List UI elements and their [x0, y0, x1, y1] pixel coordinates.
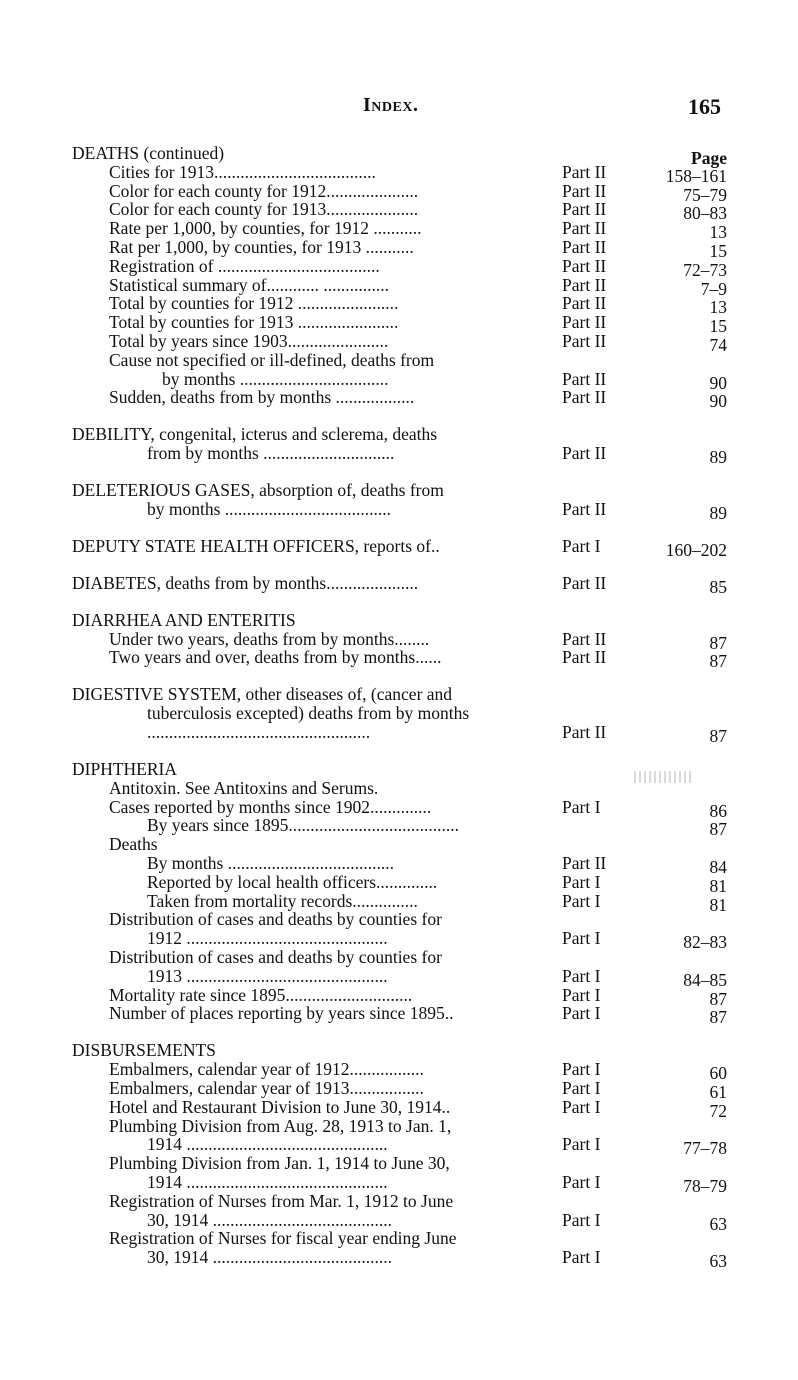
entry-page: 80–83 — [683, 203, 727, 224]
index-entry — [72, 351, 732, 370]
index-entry — [72, 1171, 732, 1196]
entry-text: Reported by local health officers.............. — [147, 871, 438, 892]
entry-page: 87 — [709, 988, 727, 1009]
entry-part: Part I — [562, 1077, 601, 1098]
index-entry — [72, 984, 732, 1009]
entry-page: 84 — [709, 857, 727, 878]
entry-part: Part II — [562, 368, 607, 389]
entry-text: Embalmers, calendar year of 1913................. — [109, 1077, 424, 1098]
entry-page: 72 — [709, 1100, 727, 1121]
entry-page: 86 — [709, 800, 727, 821]
entry-page: 74 — [709, 334, 727, 355]
index-entry — [72, 330, 732, 355]
entry-text: Antitoxin. See Antitoxins and Serums. — [109, 777, 379, 798]
index-entry — [72, 1134, 732, 1159]
entry-part: Part I — [562, 1059, 601, 1080]
entry-text: Two years and over, deaths from by months...... — [109, 647, 442, 668]
index-entry — [72, 628, 732, 653]
index-entry — [72, 144, 732, 163]
entry-part: Part II — [562, 255, 607, 276]
index-entry — [72, 1096, 732, 1121]
print-smudge — [634, 771, 694, 783]
entry-part: Part I — [562, 965, 601, 986]
entry-text: Color for each county for 1913..................... — [109, 199, 419, 220]
index-entry — [72, 180, 732, 205]
index-entry — [72, 1247, 732, 1272]
entry-part: Part I — [562, 1171, 601, 1192]
index-entry — [72, 535, 732, 560]
entry-text: DEPUTY STATE HEALTH OFFICERS, reports of.. — [72, 535, 440, 556]
entry-text: Total by counties for 1912 ....................... — [109, 293, 399, 314]
entry-text: ................................................... — [147, 722, 371, 743]
entry-text: Taken from mortality records............... — [147, 890, 418, 911]
entry-part: Part II — [562, 387, 607, 408]
index-entry — [72, 199, 732, 224]
page-column-header: Page — [691, 148, 727, 168]
entry-page: 63 — [709, 1213, 727, 1234]
entry-page: 13 — [709, 222, 727, 243]
entry-text: Number of places reporting by years since 1895.. — [109, 1003, 454, 1024]
entry-part: Part II — [562, 180, 607, 201]
entry-text: Cause not specified or ill-defined, deaths from — [109, 349, 435, 370]
entry-page: 89 — [709, 447, 727, 468]
entry-text: DIGESTIVE SYSTEM, other diseases of, (cancer and — [72, 684, 453, 705]
entry-text: Total by counties for 1913 ....................... — [109, 312, 399, 333]
index-entry — [72, 948, 732, 967]
entry-text: Embalmers, calendar year of 1912................. — [109, 1059, 424, 1080]
index-entry — [72, 611, 732, 630]
entry-part: Part I — [562, 1247, 601, 1268]
index-entry — [72, 647, 732, 672]
index-entry — [72, 1154, 732, 1173]
entry-text: 1912 .............................................. — [147, 928, 388, 949]
entry-text: Mortality rate since 1895............................. — [109, 984, 413, 1005]
entry-page: 77–78 — [683, 1138, 727, 1159]
index-entry — [72, 255, 732, 280]
entry-text: By months ...................................... — [147, 853, 394, 874]
index-entry — [72, 871, 732, 896]
entry-page: 61 — [709, 1081, 727, 1102]
entry-text: Plumbing Division from Jan. 1, 1914 to June 30, — [109, 1153, 450, 1174]
index-entry — [72, 1003, 732, 1028]
entry-text: Registration of ..................................... — [109, 255, 380, 276]
index-entry — [72, 368, 732, 393]
entry-part: Part II — [562, 853, 607, 874]
entry-part: Part II — [562, 199, 607, 220]
index-entry — [72, 1059, 732, 1084]
entry-text: DELETERIOUS GASES, absorption of, deaths from — [72, 480, 444, 501]
entry-part: Part II — [562, 274, 607, 295]
index-entry — [72, 1117, 732, 1136]
index-entry — [72, 1041, 732, 1060]
index-entry — [72, 1229, 732, 1248]
entry-text: Cities for 1913..................................... — [109, 161, 376, 182]
entry-part: Part II — [562, 572, 607, 593]
entry-page: 13 — [709, 297, 727, 318]
entry-part: Part I — [562, 984, 601, 1005]
entry-page: 85 — [709, 576, 727, 597]
entry-text: DIABETES, deaths from by months..................... — [72, 572, 419, 593]
entry-text: DIARRHEA AND ENTERITIS — [72, 609, 296, 630]
index-entry — [72, 425, 732, 444]
index-entry — [72, 890, 732, 915]
index-entry — [72, 965, 732, 990]
entry-text: Deaths — [109, 834, 158, 855]
entry-part: Part II — [562, 312, 607, 333]
page-title: Index. — [363, 94, 419, 116]
page-number: 165 — [688, 94, 721, 119]
index-entry — [72, 704, 732, 723]
index-entry — [72, 161, 732, 186]
index-entry — [72, 218, 732, 243]
entry-page: 84–85 — [683, 969, 727, 990]
index-entry — [72, 815, 732, 840]
entry-part: Part I — [562, 871, 601, 892]
entry-text: DIPHTHERIA — [72, 759, 177, 780]
entry-text: Color for each county for 1912..................... — [109, 180, 419, 201]
entry-page: 75–79 — [683, 184, 727, 205]
entry-part: Part II — [562, 498, 607, 519]
entry-page: 15 — [709, 240, 727, 261]
index-entry — [72, 1192, 732, 1211]
index-entry — [72, 312, 732, 337]
index-entry — [72, 760, 732, 779]
entry-text: DISBURSEMENTS — [72, 1040, 216, 1061]
entry-part: Part II — [562, 722, 607, 743]
entry-part: Part I — [562, 1003, 601, 1024]
entry-text: DEATHS (continued) — [72, 143, 225, 163]
entry-page: 89 — [709, 502, 727, 523]
entry-text: by months ...................................... — [147, 498, 392, 519]
index-entry — [72, 236, 732, 261]
entry-text: Statistical summary of............ ............... — [109, 274, 389, 295]
entry-part: Part II — [562, 628, 607, 649]
entry-page: 87 — [709, 726, 727, 747]
index-entry — [72, 779, 732, 798]
entry-text: Rate per 1,000, by counties, for 1912 ........... — [109, 218, 422, 239]
entry-page: 158–161 — [665, 165, 727, 186]
entry-text: 30, 1914 ......................................... — [147, 1247, 392, 1268]
entry-part: Part II — [562, 218, 607, 239]
entry-page: 81 — [709, 894, 727, 915]
entry-part: Part II — [562, 647, 607, 668]
entry-page: 90 — [709, 391, 727, 412]
entry-page: 87 — [709, 651, 727, 672]
entry-part: Part II — [562, 236, 607, 257]
entry-text: from by months .............................. — [147, 443, 395, 464]
entry-part: Part I — [562, 1134, 601, 1155]
entry-text: Distribution of cases and deaths by counties for — [109, 947, 442, 967]
entry-page: 82–83 — [683, 932, 727, 953]
entry-part: Part II — [562, 293, 607, 314]
entry-text: Distribution of cases and deaths by counties for — [109, 909, 442, 930]
entry-page: 60 — [709, 1063, 727, 1084]
entry-text: Registration of Nurses from Mar. 1, 1912 to June — [109, 1190, 454, 1211]
entry-text: 30, 1914 ......................................... — [147, 1209, 392, 1230]
index-entry — [72, 274, 732, 299]
entry-text: Rat per 1,000, by counties, for 1913 ........... — [109, 236, 414, 257]
index-entry — [72, 572, 732, 597]
index-entry — [72, 481, 732, 500]
entry-text: tuberculosis excepted) deaths from by months — [147, 703, 470, 724]
entry-text: Registration of Nurses for fiscal year ending June — [109, 1228, 457, 1249]
index-entry — [72, 498, 732, 523]
index-entry — [72, 853, 732, 878]
index-entry — [72, 443, 732, 468]
entry-page: 87 — [709, 819, 727, 840]
entry-page: 87 — [709, 1007, 727, 1028]
entry-page: 81 — [709, 875, 727, 896]
index-entry — [72, 387, 732, 412]
entry-text: 1914 .............................................. — [147, 1171, 388, 1192]
entry-part: Part I — [562, 535, 601, 556]
index-entry — [72, 1077, 732, 1102]
index-entry — [72, 835, 732, 854]
entry-text: DEBILITY, congenital, icterus and sclerema, deaths — [72, 424, 438, 445]
entry-text: 1914 .............................................. — [147, 1134, 388, 1155]
index-entry — [72, 293, 732, 318]
entry-text: Cases reported by months since 1902.............. — [109, 796, 432, 817]
entry-page: 72–73 — [683, 259, 727, 280]
entry-text: 1913 .............................................. — [147, 965, 388, 986]
entry-part: Part II — [562, 161, 607, 182]
entry-text: by months .................................. — [162, 368, 389, 389]
index-entry — [72, 928, 732, 953]
entry-text: Hotel and Restaurant Division to June 30, 1914.. — [109, 1096, 451, 1117]
entry-part: Part I — [562, 1209, 601, 1230]
index-entry — [72, 722, 732, 747]
entry-text: Under two years, deaths from by months........ — [109, 628, 430, 649]
entry-page: 15 — [709, 316, 727, 337]
entry-text: By years since 1895....................................... — [147, 815, 460, 836]
entry-page: 7–9 — [700, 278, 727, 299]
entry-part: Part II — [562, 330, 607, 351]
entry-text: Sudden, deaths from by months .................. — [109, 387, 415, 408]
entry-part: Part II — [562, 443, 607, 464]
entry-part: Part I — [562, 928, 601, 949]
index-entries — [72, 143, 732, 1272]
index-entry — [72, 910, 732, 929]
entry-text: Total by years since 1903....................... — [109, 330, 389, 351]
entry-page: 87 — [709, 632, 727, 653]
index-entry — [72, 685, 732, 704]
entry-text: Plumbing Division from Aug. 28, 1913 to Jan. 1, — [109, 1115, 452, 1136]
entry-part: Part I — [562, 890, 601, 911]
entry-page: 78–79 — [683, 1175, 727, 1196]
index-entry — [72, 796, 732, 821]
entry-part: Part I — [562, 1096, 601, 1117]
entry-page: 160–202 — [665, 539, 727, 560]
entry-page: 90 — [709, 372, 727, 393]
entry-part: Part I — [562, 796, 601, 817]
entry-page: 63 — [709, 1251, 727, 1272]
index-entry — [72, 1209, 732, 1234]
